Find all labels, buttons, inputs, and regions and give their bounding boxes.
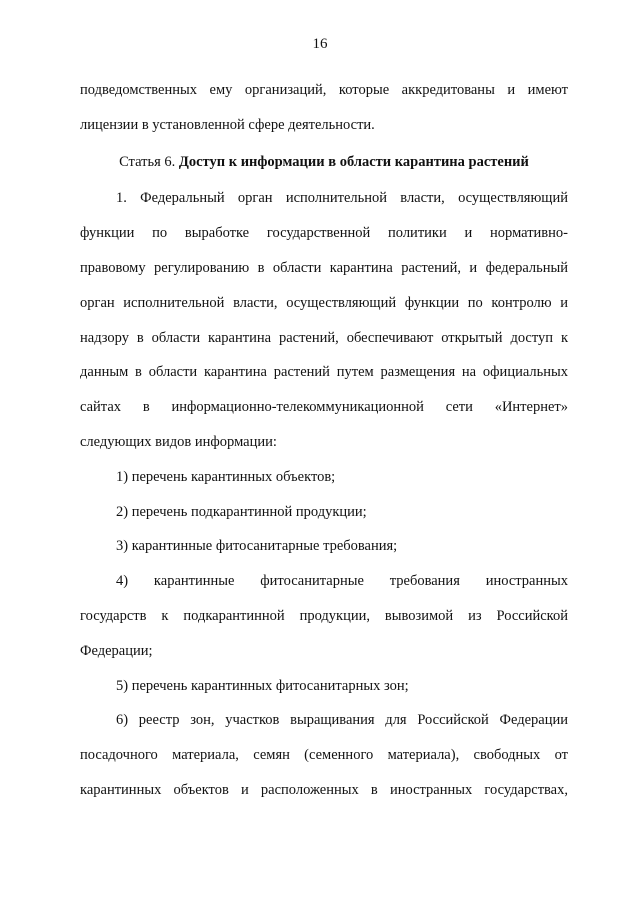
document-body xyxy=(80,73,568,808)
text-line: Федерации; xyxy=(80,642,153,659)
list-item: 3) карантинные фитосанитарные требования; xyxy=(116,538,398,555)
text-line: государств к подкарантинной продукции, вывозимой из Российской xyxy=(80,607,568,624)
text-line: правовому регулированию в области карантина растений, и федеральный xyxy=(80,259,568,276)
text-line: карантинных объектов и расположенных в иностранных государствах, xyxy=(80,781,568,798)
list-item: 2) перечень подкарантинной продукции; xyxy=(116,503,367,520)
text-line: посадочного материала, семян (семенного материала), свободных от xyxy=(80,747,568,764)
text-line: орган исполнительной власти, осуществляющий функции по контролю и xyxy=(80,294,568,311)
list-item: 1) перечень карантинных объектов; xyxy=(116,468,336,485)
article-title: Доступ к информации в области карантина растений xyxy=(178,153,529,170)
article-heading xyxy=(80,145,568,180)
text-line: данным в области карантина растений путем размещения на официальных xyxy=(80,364,568,381)
page-number: 16 xyxy=(312,36,328,52)
list-item: 6) реестр зон, участков выращивания для Российской Федерации xyxy=(116,712,568,729)
text-line: сайтах в информационно-телекоммуникационной сети «Интернет» xyxy=(80,399,568,416)
text-line: следующих видов информации: xyxy=(80,433,277,450)
text-line: лицензии в установленной сфере деятельности. xyxy=(80,116,375,133)
text-line: надзору в области карантина растений, обеспечивают открытый доступ к xyxy=(80,329,568,346)
text-line: 1. Федеральный орган исполнительной власти, осуществляющий xyxy=(116,190,568,207)
list-item: 5) перечень карантинных фитосанитарных зон; xyxy=(116,677,409,694)
text-line: функции по выработке государственной политики и нормативно- xyxy=(80,225,568,242)
article-label: Статья 6. xyxy=(119,153,176,170)
list-item: 4) карантинные фитосанитарные требования иностранных xyxy=(116,573,568,590)
text-line: подведомственных ему организаций, которые аккредитованы и имеют xyxy=(80,82,568,98)
